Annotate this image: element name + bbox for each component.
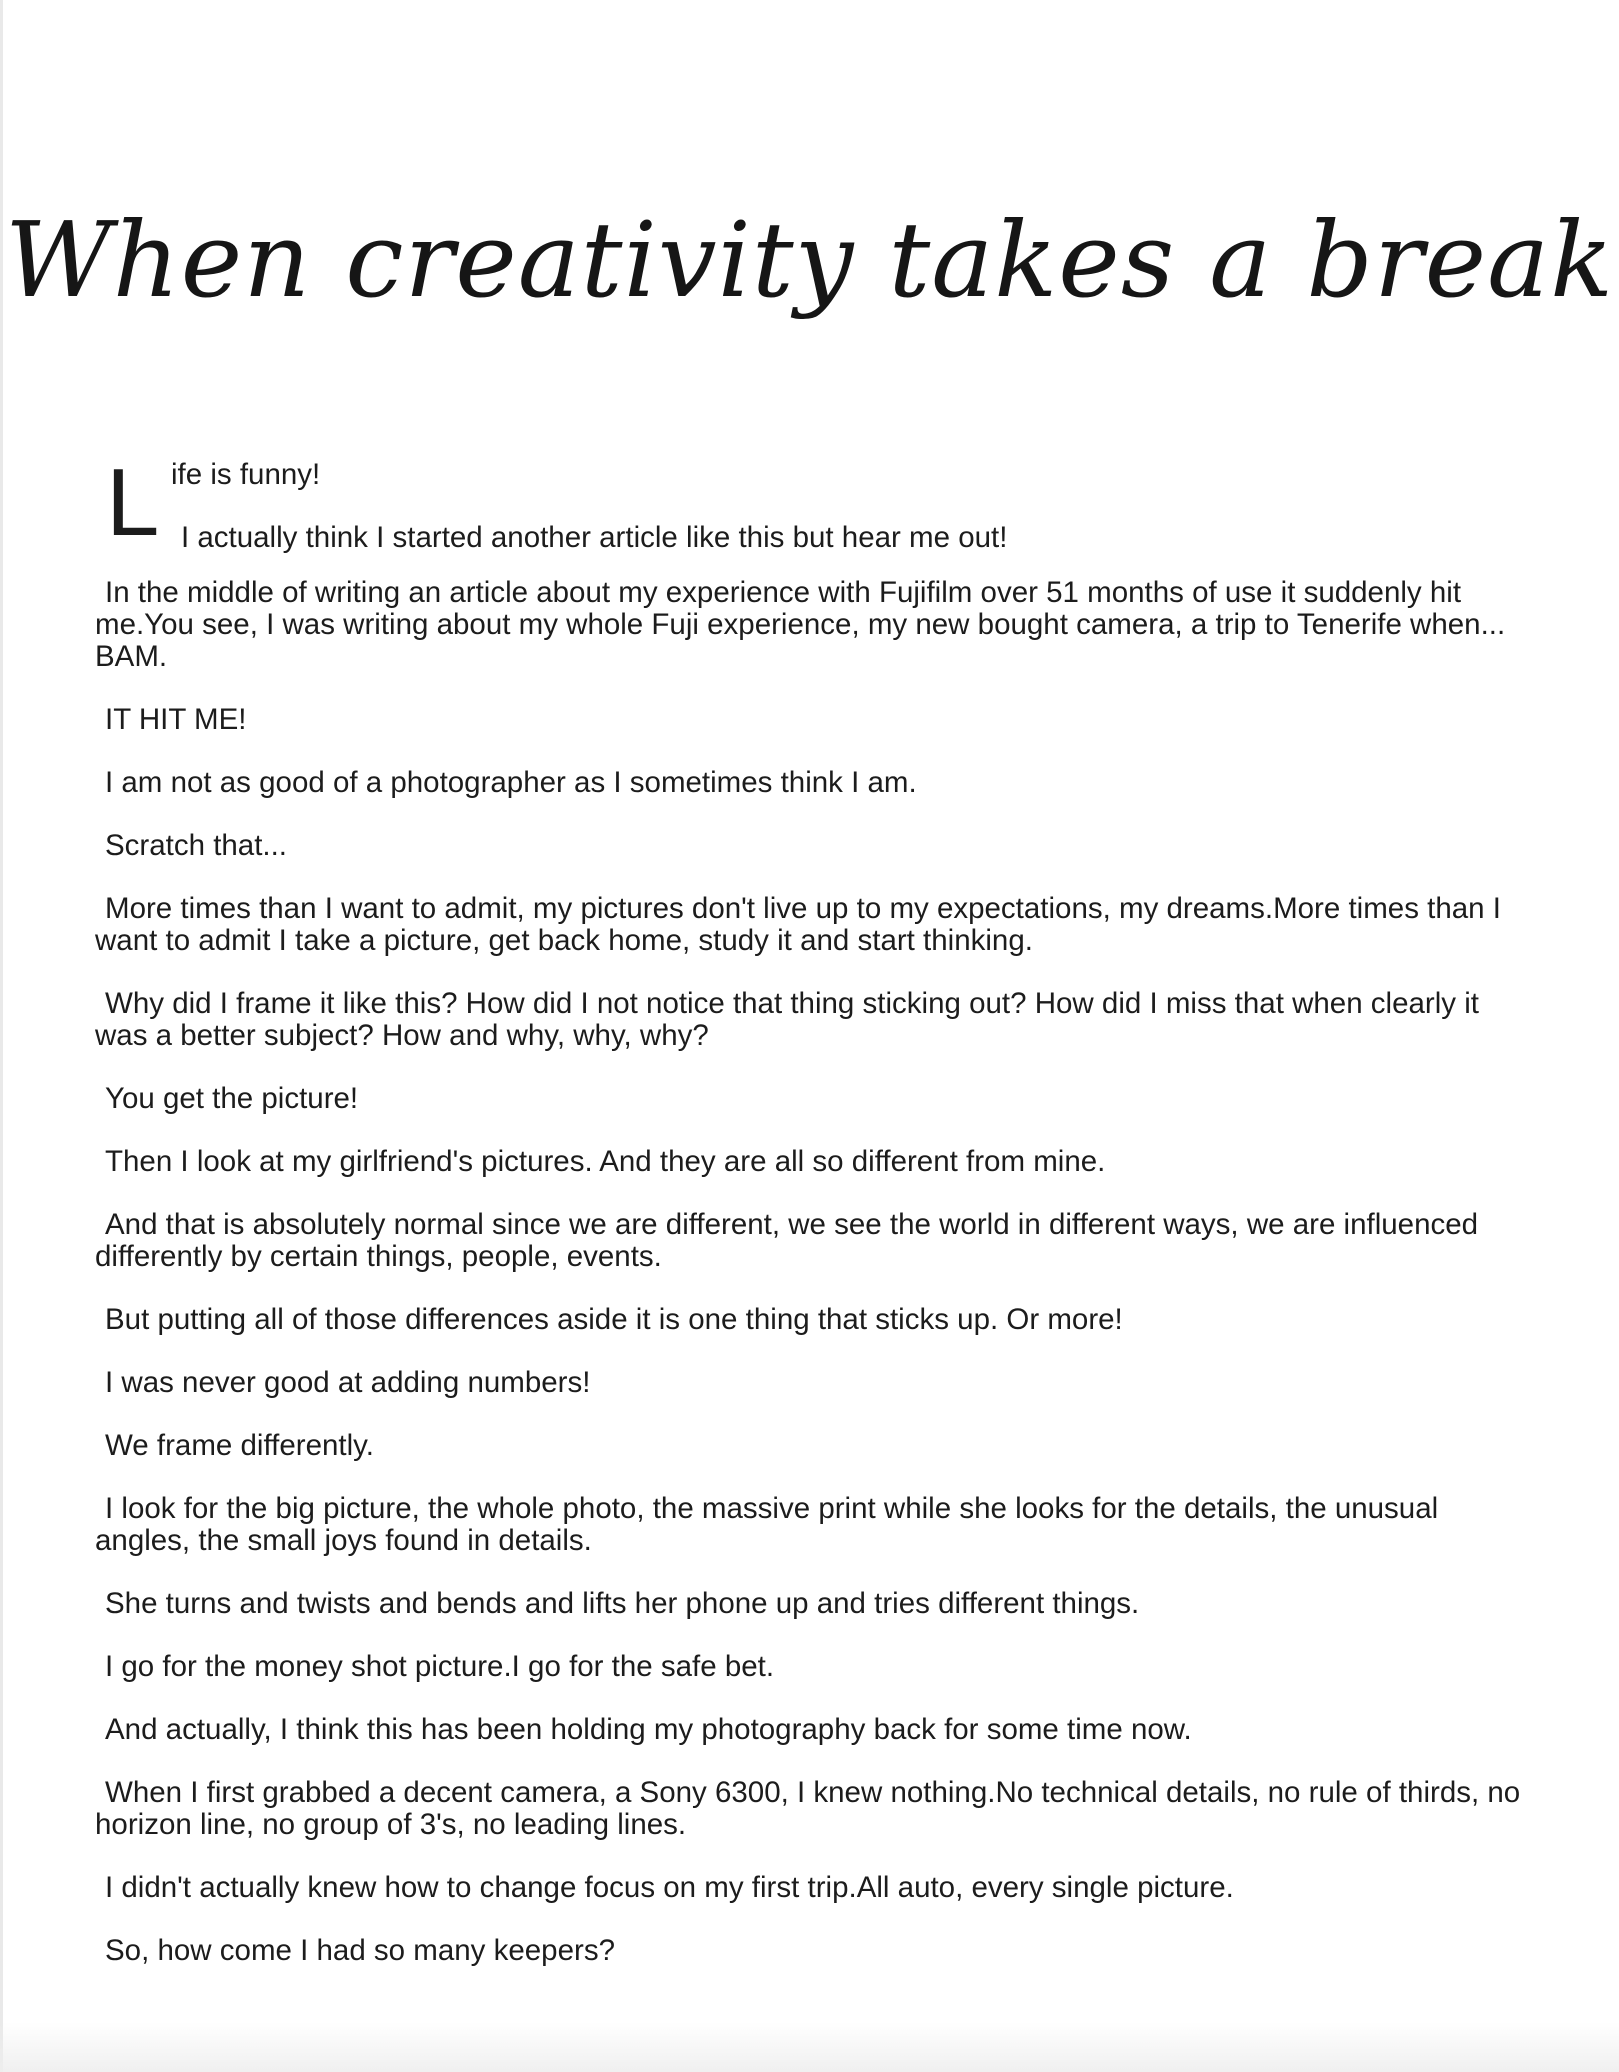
paragraph: Why did I frame it like this? How did I not notice that thing sticking out? How did I miss that when clearly it was a better subject? How and why, why, why? — [95, 987, 1479, 1052]
opening-block — [95, 450, 1535, 577]
paragraph: But putting all of those differences aside it is one thing that sticks up. Or more! — [105, 1303, 1123, 1336]
article-title: When creativity takes a break — [4, 199, 1615, 321]
paragraph: I look for the big picture, the whole photo, the massive print while she looks for the details, the unusual angles, the small joys found in details. — [95, 1492, 1439, 1557]
paragraph: In the middle of writing an article about my experience with Fujifilm over 51 months of use it suddenly hit me.You see, I was writing about my whole Fuji experience, my new bought camera, a trip to Tenerife when... BAM. — [95, 576, 1506, 673]
paragraph: And actually, I think this has been holding my photography back for some time now. — [105, 1713, 1192, 1746]
paragraph: She turns and twists and bends and lifts her phone up and tries different things. — [105, 1587, 1140, 1620]
drop-cap: L — [106, 449, 160, 556]
opening-line: ife is funny! — [171, 458, 321, 491]
paragraph: I was never good at adding numbers! — [105, 1366, 591, 1399]
paragraph: When I first grabbed a decent camera, a Sony 6300, I knew nothing.No technical details, no rule of thirds, no horizon line, no group of 3's, no leading lines. — [95, 1776, 1521, 1841]
article-body — [95, 450, 1535, 1967]
second-line: I actually think I started another article like this but hear me out! — [181, 521, 1008, 554]
paragraph: I didn't actually knew how to change focus on my first trip.All auto, every single picture. — [105, 1871, 1234, 1904]
paragraph: So, how come I had so many keepers? — [105, 1934, 615, 1967]
paragraph: Scratch that... — [105, 829, 287, 862]
paragraph: Then I look at my girlfriend's pictures. And they are all so different from mine. — [105, 1145, 1106, 1178]
paragraph: IT HIT ME! — [105, 703, 247, 736]
paragraph: I am not as good of a photographer as I sometimes think I am. — [105, 766, 917, 799]
paragraph: More times than I want to admit, my pictures don't live up to my expectations, my dreams.More times than I want to admit I take a picture, get back home, study it and start thinking. — [95, 892, 1501, 957]
page-bottom-shade — [0, 2022, 1619, 2072]
paragraph: We frame differently. — [105, 1429, 374, 1462]
paragraph: I go for the money shot picture.I go for the safe bet. — [105, 1650, 775, 1683]
paragraph: You get the picture! — [105, 1082, 359, 1115]
paragraph: And that is absolutely normal since we are different, we see the world in different ways, we are influenced differently by certain things, people, events. — [95, 1208, 1479, 1273]
